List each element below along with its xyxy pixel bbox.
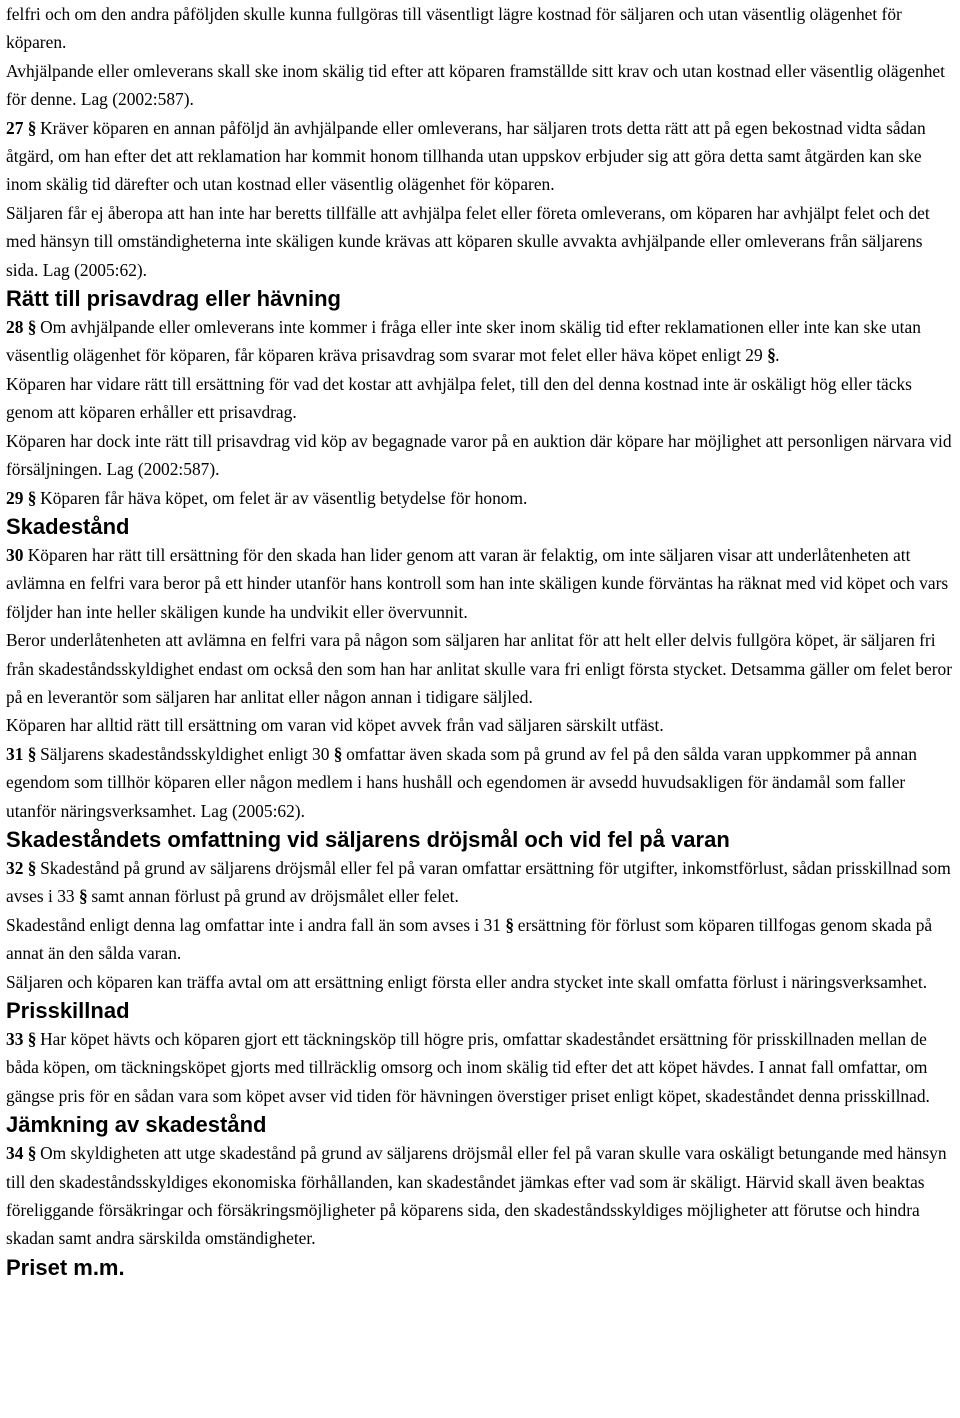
section-number: 32 [6,857,24,878]
section-34 [6,1139,956,1253]
heading-priset: Priset m.m. [6,1254,125,1280]
section-number: 34 [6,1143,24,1164]
section-number: 31 [6,743,24,764]
section-sign-icon: § [505,914,515,935]
section-text: Köparen får häva köpet, om felet är av väsentlig betydelse för honom. [40,487,528,508]
section-text: Om skyldigheten att utge skadestånd på grund av säljarens dröjsmål eller fel på varan skulle vara oskäligt betungande med hänsyn till den skadeståndsskyldiges ekonomiska förhållanden, kan skadeståndet jämkas efter vad som är skäligt. Härvid skall även beaktas föreliggande försäkringar och försäkringsmöjligheter på köparens sida, den skadeståndsskyldiges möjligheter att förutse och hindra skadan samt andra särskilda omständigheter. [6,1143,947,1249]
section-27 [6,114,956,199]
paragraph-text-end: ersättning för förlust som köparen tillfogas genom skada på annat än den sålda varan. [6,914,933,964]
section-text: Har köpet hävts och köparen gjort ett täckningsköp till högre pris, omfattar skadeståndet ersättning för prisskillnaden mellan de båda köpen, om täckningsköpet gjorts med tillräcklig omsorg och inom skälig tid efter det att köpet hävdes. I annat fall omfattar, om gängse pris för en sådan vara som köpet avser vid tiden för hävningen överstiger priset enligt köpet, skadeståndet denna prisskillnad. [6,1029,930,1106]
section-sign-icon: § [27,1029,37,1049]
section-sign-icon: § [27,117,37,138]
heading-omfattning: Skadeståndets omfattning vid säljarens dröjsmål och vid fel på varan [6,826,730,852]
section-31 [6,740,956,825]
section-sign-icon: § [27,317,37,338]
section-30 [6,541,956,626]
heading-skadestand: Skadestånd [6,513,130,539]
section-28-paragraph-3: Köparen har dock inte rätt till prisavdrag vid köp av begagnade varor på en auktion där köpare har möjlighet att personligen närvara vid försäljningen. Lag (2002:587). [6,430,952,480]
document-body [6,0,956,1282]
section-number: 28 [6,317,24,338]
section-text: Om avhjälpande eller omleverans inte kommer i fråga eller inte sker inom skälig tid efter reklamationen eller inte kan ske utan väsentlig olägenhet för köparen, får köparen kräva prisavdrag som svarar mot felet eller häva köpet enligt 29 [6,317,921,366]
section-sign-icon: § [767,345,776,366]
intro-paragraph-1: felfri och om den andra påföljden skulle kunna fullgöras till väsentligt lägre kostnad för säljaren och utan väsentlig olägenhet för köparen. [6,4,902,53]
section-text-end: omfattar även skada som på grund av fel på den sålda varan uppkommer på annan egendom som tillhör köparen eller någon medlem i hans hushåll och egendomen är avsedd huvudsakligen för ändamål som faller utanför näringsverksamhet. Lag (2005:62). [6,743,917,821]
section-number: 30 [6,544,24,565]
section-text: Kräver köparen en annan påföljd än avhjälpande eller omleverans, har säljaren trots detta rätt att på egen bekostnad vidta sådan åtgärd, om han efter det att reklamation har kommit honom tillhanda utan uppskov erbjuder sig att göra detta samt åtgärden kan ske inom skälig tid därefter och utan kostnad eller väsentlig olägenhet för köparen. [6,117,926,195]
section-sign-icon: § [27,857,37,878]
section-28-paragraph-2: Köparen har vidare rätt till ersättning för vad det kostar att avhjälpa felet, till den del denna kostnad inte är oskäligt hög eller täcks genom att köparen erhåller ett prisavdrag. [6,373,912,423]
section-text: Köparen har rätt till ersättning för den skada han lider genom att varan är felaktig, om inte säljaren visar att underlåtenheten att avlämna en felfri vara beror på ett hinder utanför hans kontroll som han inte skäligen kunde förväntas ha räknat med vid köpet och vars följder han inte heller skäligen kunde ha undvikit eller övervunnit. [6,544,949,622]
section-text: Skadestånd på grund av säljarens dröjsmål eller fel på varan omfattar ersättning för utgifter, inkomstförlust, sådan prisskillnad som avses i 33 [6,857,951,907]
section-33 [6,1025,956,1110]
section-29 [6,484,956,512]
intro-paragraph-2: Avhjälpande eller omleverans skall ske inom skälig tid efter att köparen framställde sitt krav och utan kostnad eller väsentlig olägenhet för denne. Lag (2002:587). [6,60,945,110]
section-number: 27 [6,117,24,138]
section-text-end: samt annan förlust på grund av dröjsmålet eller felet. [91,886,459,907]
heading-prisskillnad: Prisskillnad [6,998,130,1023]
section-text-end: . [775,345,780,366]
section-27-paragraph-2: Säljaren får ej åberopa att han inte har beretts tillfälle att avhjälpa felet eller företa omleverans, om köparen har avhjälpt felet och det med hänsyn till omständigheterna inte skäligen kunde krävas att köparen skulle avvakta avhjälpande eller omleverans från säljarens sida. Lag (2005:62). [6,202,930,280]
section-sign-icon: § [333,743,343,764]
section-sign-icon: § [27,487,37,508]
section-30-paragraph-3: Köparen har alltid rätt till ersättning om varan vid köpet avvek från vad säljaren särskilt utfäst. [6,715,664,736]
section-28 [6,313,956,370]
section-32-paragraph-3: Säljaren och köparen kan träffa avtal om att ersättning enligt första eller andra stycket inte skall omfatta förlust i näringsverksamhet. [6,971,928,992]
section-sign-icon: § [27,1143,37,1164]
section-32-paragraph-2 [6,911,956,968]
heading-jamkning: Jämkning av skadestånd [6,1112,267,1138]
section-32 [6,854,956,911]
section-number: 29 [6,487,24,508]
section-text: Säljarens skadeståndsskyldighet enligt 30 [40,743,330,764]
section-number: 33 [6,1029,24,1049]
heading-prisavdrag: Rätt till prisavdrag eller hävning [6,286,341,312]
section-30-paragraph-2: Beror underlåtenheten att avlämna en felfri vara på någon som säljaren har anlitat för att helt eller delvis fullgöra köpet, är säljaren fri från skadeståndsskyldighet endast om också den som han har anlitat skulle vara fri enligt första stycket. Detsamma gäller om felet beror på en leverantör som säljaren har anlitat eller någon annan i tidigare säljled. [6,630,953,707]
section-sign-icon: § [78,886,88,907]
section-sign-icon: § [27,743,37,764]
paragraph-text: Skadestånd enligt denna lag omfattar inte i andra fall än som avses i 31 [6,914,502,935]
